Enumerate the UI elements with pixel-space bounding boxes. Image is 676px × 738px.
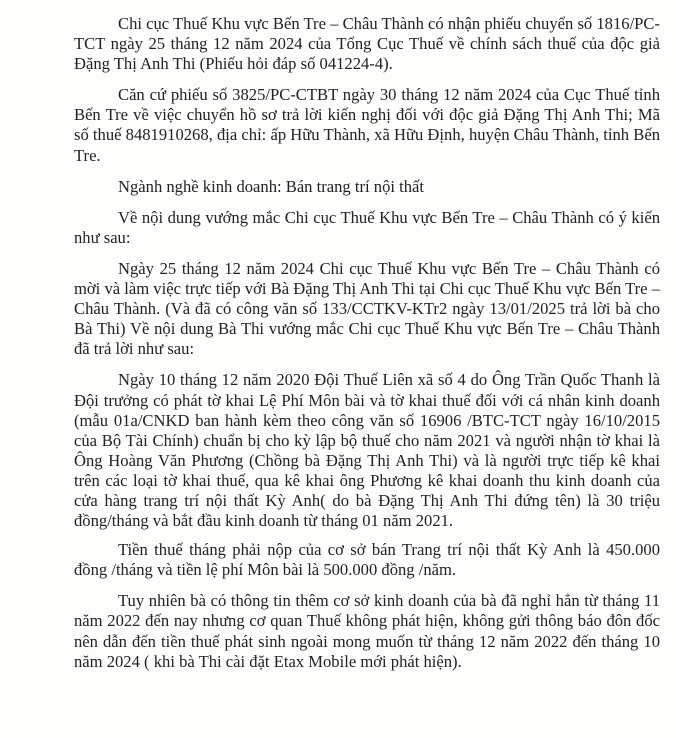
paragraph-opinion-intro: Về nội dung vướng mắc Chi cục Thuế Khu vực Bến Tre – Châu Thành có ý kiến như sau: [74,207,660,247]
paragraph-legal-basis: Căn cứ phiếu số 3825/PC-CTBT ngày 30 tháng 12 năm 2024 của Cục Thuế tỉnh Bến Tre về việc chuyển hồ sơ trả lời kiến nghị đối với độc giả Đặng Thị Anh Thi; Mã số thuế 8481910268, địa chỉ: ấp Hữu Thành, xã Hữu Định, huyện Châu Thành, tỉnh Bến Tre. [74,85,660,165]
paragraph-meeting: Ngày 25 tháng 12 năm 2024 Chi cục Thuế Khu vực Bến Tre – Châu Thành có mời và làm việc trực tiếp với Bà Đặng Thị Anh Thi tại Chi cục Thuế Khu vực Bến Tre – Châu Thành. (Và đã có công văn số 133/CCTKV-KTr2 ngày 13/01/2025 trả lời bà cho Bà Thi) Về nội dung Bà Thi vướng mắc Chi cục Thuế Khu vực Bến Tre – Châu Thành đã trả lời như sau: [74,258,660,359]
paragraph-business-line: Ngành nghề kinh doanh: Bán trang trí nội thất [118,176,425,196]
paragraph-declaration-history: Ngày 10 tháng 12 năm 2020 Đội Thuế Liên xã số 4 do Ông Trần Quốc Thanh là Đội trưởng có phát tờ khai Lệ Phí Môn bài và tờ khai thuế đối với cá nhân kinh doanh (mẫu 01a/CNKD ban hành kèm theo công văn số 16906 /BTC-TCT ngày 16/10/2015 của Bộ Tài Chính) chuẩn bị cho kỳ lập bộ thuế cho năm 2021 và người nhận tờ khai là Ông Hoàng Văn Phương (Chồng bà Đặng Thị Anh Thi) và là người trực tiếp kê khai trên các loại tờ khai thuế, qua kê khai ông Phương kê khai doanh thu kinh doanh của cửa hàng trang trí nội thất Kỳ Anh( do bà Đặng Thị Anh Thi đứng tên) là 30 triệu đồng/tháng và bắt đầu kinh doanh từ tháng 01 năm 2021. [74,370,660,531]
paragraph-receipt-notice: Chi cục Thuế Khu vực Bến Tre – Châu Thành có nhận phiếu chuyển số 1816/PC-TCT ngày 25 tháng 12 năm 2024 của Tổng Cục Thuế về chính sách thuế của độc giả Đặng Thị Anh Thi (Phiếu hỏi đáp số 041224-4). [74,14,660,74]
paragraph-business-closure: Tuy nhiên bà có thông tin thêm cơ sở kinh doanh của bà đã nghỉ hẳn từ tháng 11 năm 2022 đến nay nhưng cơ quan Thuế không phát hiện, không gửi thông báo đôn đốc nên dẫn đến tiền thuế phát sinh ngoài mong muốn từ tháng 12 năm 2022 đến tháng 10 năm 2024 ( khi bà Thi cài đặt Etax Mobile mới phát hiện). [74,591,660,671]
paragraph-tax-amount: Tiền thuế tháng phải nộp của cơ sở bán Trang trí nội thất Kỳ Anh là 450.000 đồng /tháng và tiền lệ phí Môn bài là 500.000 đồng /năm. [74,540,660,580]
